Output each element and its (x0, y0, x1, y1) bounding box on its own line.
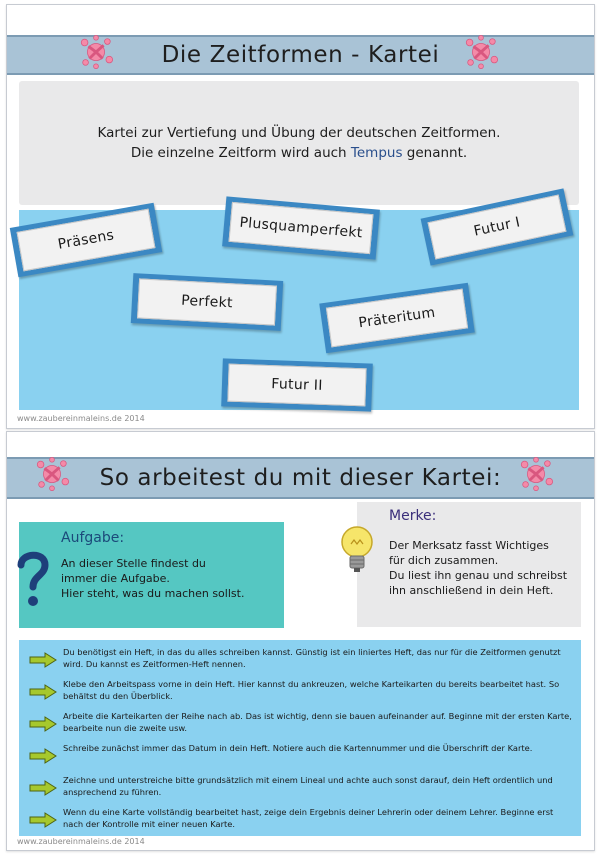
intro-text: Kartei zur Vertiefung und Übung der deutschen Zeitformen. (97, 125, 501, 141)
footer-url: www.zaubereinmaleins.de 2014 (17, 837, 145, 846)
note-label: Merke: (389, 508, 437, 524)
arrow-right-icon (29, 748, 57, 764)
arrow-right-icon (29, 812, 57, 828)
pink-splat-icon (462, 33, 500, 71)
tense-card-plusquamperfekt: Plusquamperfekt (222, 196, 380, 259)
footer-url: www.zaubereinmaleins.de 2014 (17, 414, 145, 423)
pink-splat-icon (517, 455, 555, 493)
tempus-highlight: Tempus (350, 145, 403, 161)
pink-splat-icon (77, 33, 115, 71)
arrow-right-icon (29, 780, 57, 796)
note-box (357, 502, 581, 627)
page-title: So arbeitest du mit dieser Kartei: (99, 465, 502, 491)
page-top (6, 4, 595, 429)
tense-card-praesens: Präsens (10, 203, 162, 278)
steps-list: Du benötigst ein Heft, in das du alles schreiben kannst. Günstig ist ein liniertes Heft, das nur für die Zeitformen genutzt wird. Du kannst es Zeitformen-Heft nennen. Klebe den Arbeitspass vorne in dein Heft. Hier kannst du ankreuzen, welche Karteikarten du bereits bearbeitet hast. So behältst du den Überblick. Arbeite die Karteikarten der Reihe nach ab. Das ist wichtig, denn sie bauen aufeinander auf. Beginne mit der ersten Karte, bearbeite nun die zweite usw. Schreibe zunächst immer das Datum in dein Heft. Notiere auch die Kartennummer und die Überschrift der Karte. Zeichne und unterstreiche bitte grundsätzlich mit einem Lineal und achte auch sonst darauf, dein Heft ordentlich und ansprechend zu führen. Wenn du eine Karte vollständig bearbeitet hast, zeige dein Ergebnis deiner Lehrerin oder deinem Lehrer. Beginne erst nach der Kontrolle mit einer neuen Karte. (19, 640, 581, 836)
light-bulb-icon (337, 522, 377, 582)
intro-text: Die einzelne Zeitform wird auch Tempus genannt. (130, 145, 468, 161)
title-bar (7, 457, 594, 499)
page-title: Die Zeitformen - Kartei (161, 42, 440, 68)
tense-card-perfekt: Perfekt (131, 273, 283, 331)
tense-card-futur-2: Futur II (221, 358, 373, 411)
arrow-right-icon (29, 716, 57, 732)
task-label: Aufgabe: (61, 530, 125, 546)
intro-box (19, 81, 579, 205)
tense-card-futur-1: Futur I (421, 188, 574, 265)
task-box (19, 522, 284, 628)
task-text: An dieser Stelle findest du immer die Aufgabe. Hier steht, was du machen sollst. (61, 557, 245, 600)
page-bottom (6, 431, 595, 851)
arrow-right-icon (29, 684, 57, 700)
note-text: Der Merksatz fasst Wichtiges für dich zusammen. Du liest ihn genau und schreibst ihn anschließend in dein Heft. (389, 539, 568, 597)
tense-card-praeteritum: Präteritum (319, 283, 474, 353)
arrow-right-icon (29, 652, 57, 668)
question-mark-icon (13, 547, 53, 609)
pink-splat-icon (33, 455, 71, 493)
